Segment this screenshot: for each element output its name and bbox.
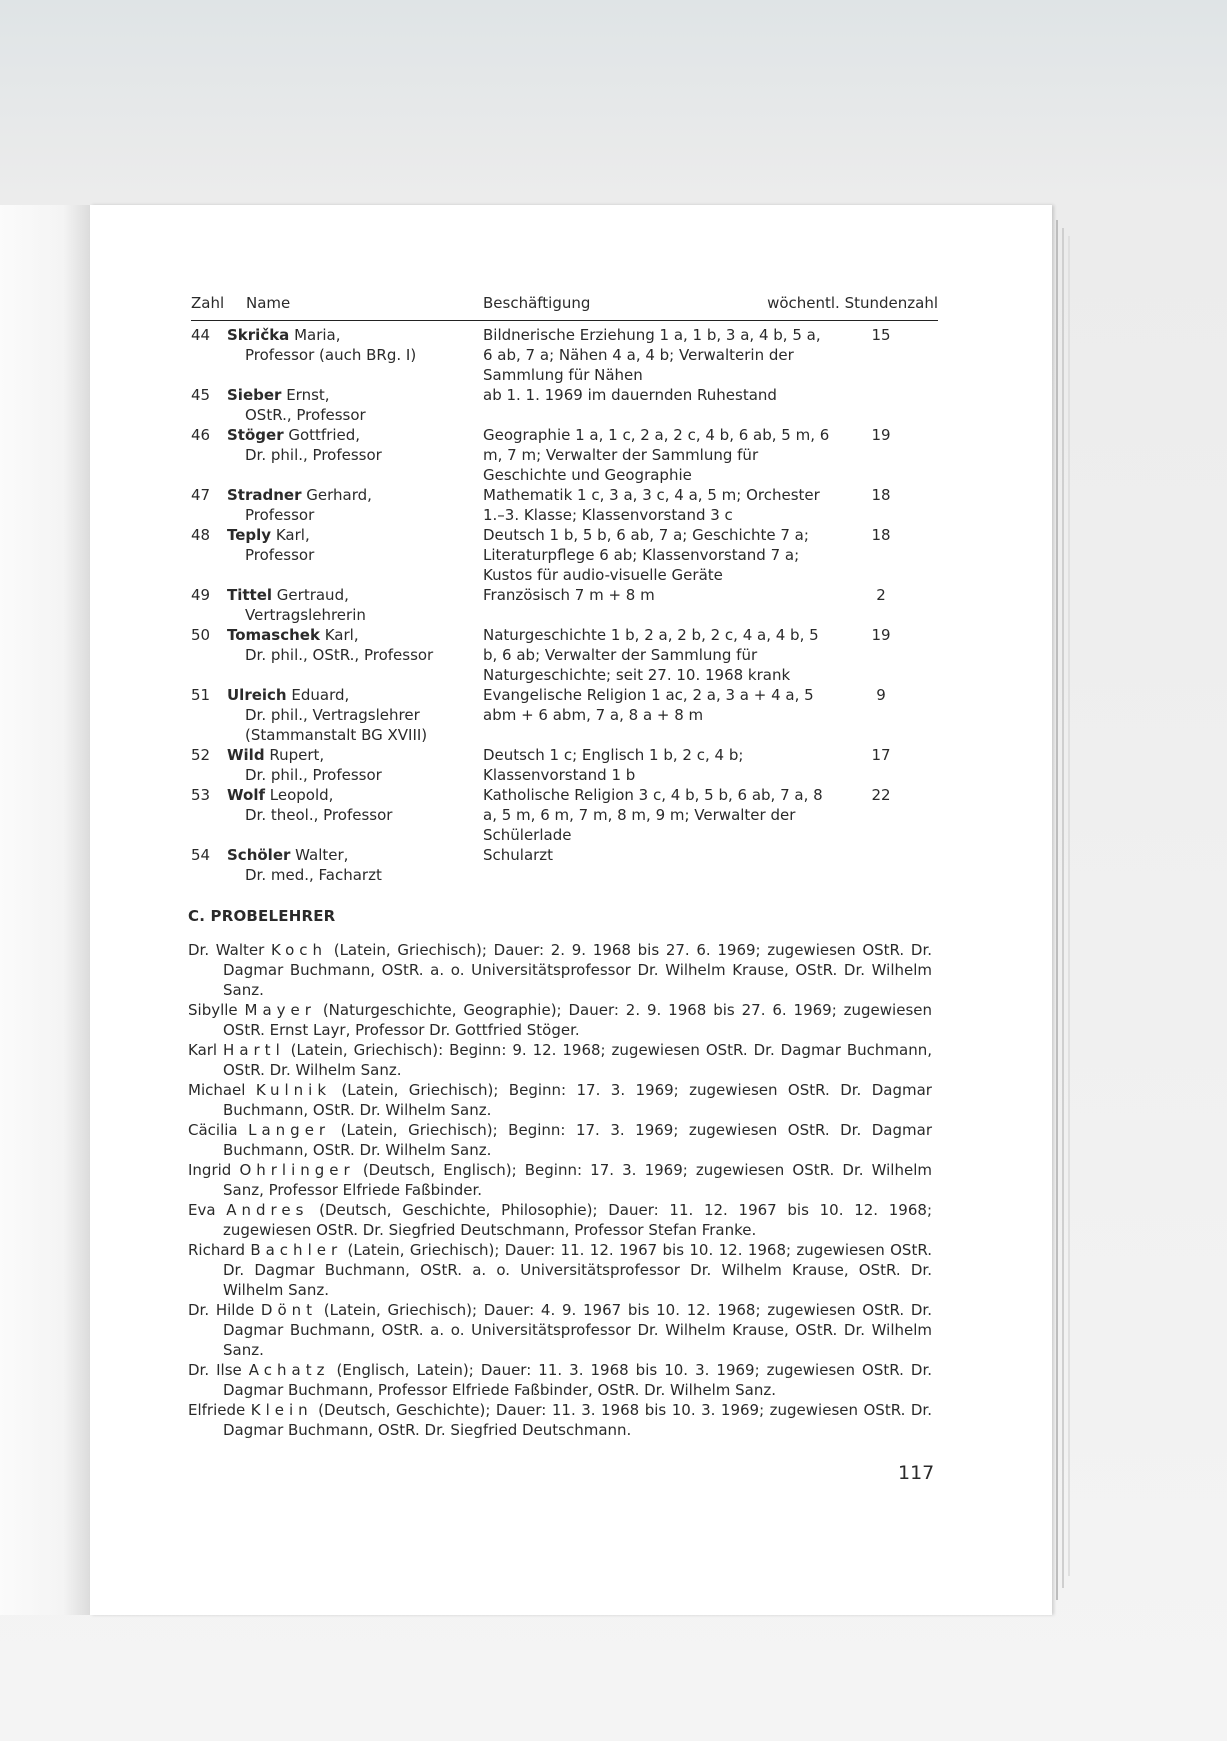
entry-surname: Koch xyxy=(271,941,328,959)
row-number: 49 xyxy=(191,586,211,604)
row-number: 47 xyxy=(191,486,211,504)
surname: Stradner xyxy=(227,486,302,504)
row-title: OStR., Professor xyxy=(245,406,366,424)
entry-surname: Ohrlinger xyxy=(239,1161,355,1179)
list-item xyxy=(188,1040,932,1080)
surname: Skrička xyxy=(227,326,290,344)
entry-surname: Andres xyxy=(226,1201,309,1219)
row-duty: ab 1. 1. 1969 im dauernden Ruhestand xyxy=(483,386,777,404)
entry-first-name: Dr. Ilse xyxy=(188,1361,249,1379)
entry-first-name: Michael xyxy=(188,1081,256,1099)
entry-first-name: Eva xyxy=(188,1201,227,1219)
row-hours: 15 xyxy=(871,326,891,344)
surname: Wolf xyxy=(227,786,265,804)
page-edge xyxy=(1068,236,1070,1576)
row-number: 52 xyxy=(191,746,211,764)
row-name xyxy=(227,325,467,365)
page-edge xyxy=(1062,228,1064,1588)
entry-details: (Deutsch, Geschichte); Dauer: 11. 3. 1968 bis 10. 3. 1969; zugewiesen OStR. Dr. Dagmar Buchmann, OStR. Dr. Siegfried Deutschmann. xyxy=(223,1401,932,1439)
entry-details: (Latein, Griechisch); Dauer: 2. 9. 1968 bis 27. 6. 1969; zugewiesen OStR. Dr. Dagmar Buchmann, OStR. a. o. Universitätsprofessor Dr. Wilhelm Krause, OStR. Dr. Wilhelm Sanz. xyxy=(223,941,932,999)
list-item xyxy=(188,1120,932,1160)
header-name: Name xyxy=(246,294,291,312)
surname: Wild xyxy=(227,746,265,764)
entry-first-name: Sibylle xyxy=(188,1001,245,1019)
entry-surname: Dönt xyxy=(260,1301,318,1319)
row-duty: Naturgeschichte 1 b, 2 a, 2 b, 2 c, 4 a, 4 b, 5 b, 6 ab; Verwalter der Sammlung für Naturgeschichte; seit 27. 10. 1968 krank xyxy=(483,626,819,684)
list-item xyxy=(188,1240,932,1300)
entry-surname: Mayer xyxy=(244,1001,316,1019)
entry-surname: Kulnik xyxy=(255,1081,331,1099)
header-beschaeftigung: Beschäftigung xyxy=(483,294,591,312)
row-name xyxy=(227,745,467,785)
given-name: Rupert, xyxy=(264,746,325,764)
list-item xyxy=(188,1200,932,1240)
entry-surname: Bachler xyxy=(250,1241,343,1259)
entry-first-name: Karl xyxy=(188,1041,224,1059)
row-duty: Deutsch 1 c; Englisch 1 b, 2 c, 4 b; Klassenvorstand 1 b xyxy=(483,746,744,784)
list-item xyxy=(188,1400,932,1440)
surname: Ulreich xyxy=(227,686,287,704)
section-title: C. PROBELEHRER xyxy=(188,907,336,925)
entry-surname: Achatz xyxy=(248,1361,330,1379)
entry-first-name: Richard xyxy=(188,1241,251,1259)
entry-details: (Deutsch, Geschichte, Philosophie); Dauer: 11. 12. 1967 bis 10. 12. 1968; zugewiesen OStR. Dr. Siegfried Deutschmann, Professor Stefan Franke. xyxy=(223,1201,932,1239)
entry-surname: Langer xyxy=(248,1121,331,1139)
row-duty: Evangelische Religion 1 ac, 2 a, 3 a + 4 a, 5 abm + 6 abm, 7 a, 8 a + 8 m xyxy=(483,686,814,724)
row-name xyxy=(227,425,467,465)
row-name xyxy=(227,625,467,665)
entry-first-name: Dr. Hilde xyxy=(188,1301,261,1319)
given-name: Leopold, xyxy=(264,786,334,804)
list-item xyxy=(188,940,932,1000)
page-number: 117 xyxy=(898,1462,935,1484)
row-duty: Katholische Religion 3 c, 4 b, 5 b, 6 ab, 7 a, 8 a, 5 m, 6 m, 7 m, 8 m, 9 m; Verwalter der Schülerlade xyxy=(483,786,823,844)
given-name: Karl, xyxy=(271,526,310,544)
given-name: Karl, xyxy=(319,626,359,644)
surname: Teply xyxy=(227,526,272,544)
given-name: Gerhard, xyxy=(301,486,372,504)
entry-first-name: Elfriede xyxy=(188,1401,251,1419)
given-name: Gottfried, xyxy=(283,426,361,444)
entry-first-name: Ingrid xyxy=(188,1161,240,1179)
row-hours: 2 xyxy=(876,586,886,604)
given-name: Eduard, xyxy=(286,686,350,704)
surname: Schöler xyxy=(227,846,291,864)
row-hours: 22 xyxy=(871,786,891,804)
row-name xyxy=(227,585,467,625)
row-name xyxy=(227,785,467,825)
row-name xyxy=(227,685,467,745)
list-item xyxy=(188,1360,932,1400)
entry-details: (Englisch, Latein); Dauer: 11. 3. 1968 bis 10. 3. 1969; zugewiesen OStR. Dr. Dagmar Buchmann, Professor Elfriede Faßbinder, OStR. Dr. Wilhelm Sanz. xyxy=(223,1361,933,1399)
row-number: 54 xyxy=(191,846,211,864)
given-name: Gertraud, xyxy=(272,586,349,604)
given-name: Maria, xyxy=(289,326,341,344)
row-hours: 18 xyxy=(871,526,891,544)
row-title: Professor xyxy=(245,506,315,524)
entry-details: (Latein, Griechisch); Beginn: 17. 3. 1969; zugewiesen OStR. Dr. Dagmar Buchmann, OStR. Dr. Wilhelm Sanz. xyxy=(223,1121,932,1159)
surname: Sieber xyxy=(227,386,282,404)
entry-surname: Klein xyxy=(250,1401,313,1419)
surname: Stöger xyxy=(227,426,284,444)
header-zahl: Zahl xyxy=(191,294,225,312)
entry-details: (Deutsch, Englisch); Beginn: 17. 3. 1969; zugewiesen OStR. Dr. Wilhelm Sanz, Professor Elfriede Faßbinder. xyxy=(223,1161,932,1199)
row-duty: Deutsch 1 b, 5 b, 6 ab, 7 a; Geschichte 7 a; Literaturpflege 6 ab; Klassenvorstand 7 a; Kustos für audio-visuelle Geräte xyxy=(483,526,809,584)
row-duty: Geographie 1 a, 1 c, 2 a, 2 c, 4 b, 6 ab, 5 m, 6 m, 7 m; Verwalter der Sammlung für Geschichte und Geographie xyxy=(483,426,830,484)
list-item xyxy=(188,1000,932,1040)
row-number: 46 xyxy=(191,426,211,444)
row-name xyxy=(227,385,467,425)
probelehrer-list xyxy=(188,940,932,1440)
row-duty: Bildnerische Erziehung 1 a, 1 b, 3 a, 4 b, 5 a, 6 ab, 7 a; Nähen 4 a, 4 b; Verwalterin der Sammlung für Nähen xyxy=(483,326,821,384)
surname: Tomaschek xyxy=(227,626,320,644)
row-title: Dr. phil., OStR., Professor xyxy=(245,646,434,664)
entry-first-name: Dr. Walter xyxy=(188,941,271,959)
row-number: 51 xyxy=(191,686,211,704)
row-number: 44 xyxy=(191,326,211,344)
row-name xyxy=(227,485,467,525)
entry-details: (Latein, Griechisch); Beginn: 17. 3. 1969; zugewiesen OStR. Dr. Dagmar Buchmann, OStR. Dr. Wilhelm Sanz. xyxy=(223,1081,932,1119)
row-title: Professor (auch BRg. I) xyxy=(245,346,417,364)
entry-details: (Naturgeschichte, Geographie); Dauer: 2. 9. 1968 bis 27. 6. 1969; zugewiesen OStR. Ernst Layr, Professor Dr. Gottfried Stöger. xyxy=(223,1001,932,1039)
entry-first-name: Cäcilia xyxy=(188,1121,249,1139)
row-name xyxy=(227,525,467,565)
row-hours: 19 xyxy=(871,426,891,444)
row-title: Vertragslehrerin xyxy=(245,606,366,624)
row-title: Dr. phil., Professor xyxy=(245,446,382,464)
row-title: Dr. phil., Professor xyxy=(245,766,382,784)
row-number: 45 xyxy=(191,386,211,404)
row-title: Dr. med., Facharzt xyxy=(245,866,382,884)
list-item xyxy=(188,1300,932,1360)
given-name: Walter, xyxy=(290,846,349,864)
entry-details: (Latein, Griechisch); Dauer: 11. 12. 1967 bis 10. 12. 1968; zugewiesen OStR. Dr. Dagmar Buchmann, OStR. a. o. Universitätsprofessor Dr. Wilhelm Krause, OStR. Dr. Wilhelm Sanz. xyxy=(223,1241,932,1299)
row-number: 53 xyxy=(191,786,211,804)
given-name: Ernst, xyxy=(281,386,330,404)
entry-details: (Latein, Griechisch): Beginn: 9. 12. 1968; zugewiesen OStR. Dr. Dagmar Buchmann, OStR. Dr. Wilhelm Sanz. xyxy=(223,1041,932,1079)
table-header xyxy=(191,292,938,321)
row-hours: 18 xyxy=(871,486,891,504)
row-hours: 19 xyxy=(871,626,891,644)
row-title: Professor xyxy=(245,546,315,564)
row-title: Dr. phil., Vertragslehrer (Stammanstalt BG XVIII) xyxy=(245,706,428,744)
page-edge xyxy=(1056,220,1058,1600)
row-hours: 17 xyxy=(871,746,891,764)
list-item xyxy=(188,1160,932,1200)
header-stundenzahl: wöchentl. Stundenzahl xyxy=(767,294,938,312)
row-name xyxy=(227,845,467,885)
row-number: 50 xyxy=(191,626,211,644)
row-number: 48 xyxy=(191,526,211,544)
row-duty: Schularzt xyxy=(483,846,554,864)
row-hours: 9 xyxy=(876,686,886,704)
row-duty: Französisch 7 m + 8 m xyxy=(483,586,655,604)
row-title: Dr. theol., Professor xyxy=(245,806,393,824)
row-duty: Mathematik 1 c, 3 a, 3 c, 4 a, 5 m; Orchester 1.–3. Klasse; Klassenvorstand 3 c xyxy=(483,486,820,524)
entry-details: (Latein, Griechisch); Dauer: 4. 9. 1967 bis 10. 12. 1968; zugewiesen OStR. Dr. Dagmar Buchmann, OStR. a. o. Universitätsprofessor Dr. Wilhelm Krause, OStR. Dr. Wilhelm Sanz. xyxy=(223,1301,932,1359)
left-page-edge xyxy=(0,205,90,1615)
entry-surname: Hartl xyxy=(223,1041,285,1059)
list-item xyxy=(188,1080,932,1120)
surname: Tittel xyxy=(227,586,273,604)
